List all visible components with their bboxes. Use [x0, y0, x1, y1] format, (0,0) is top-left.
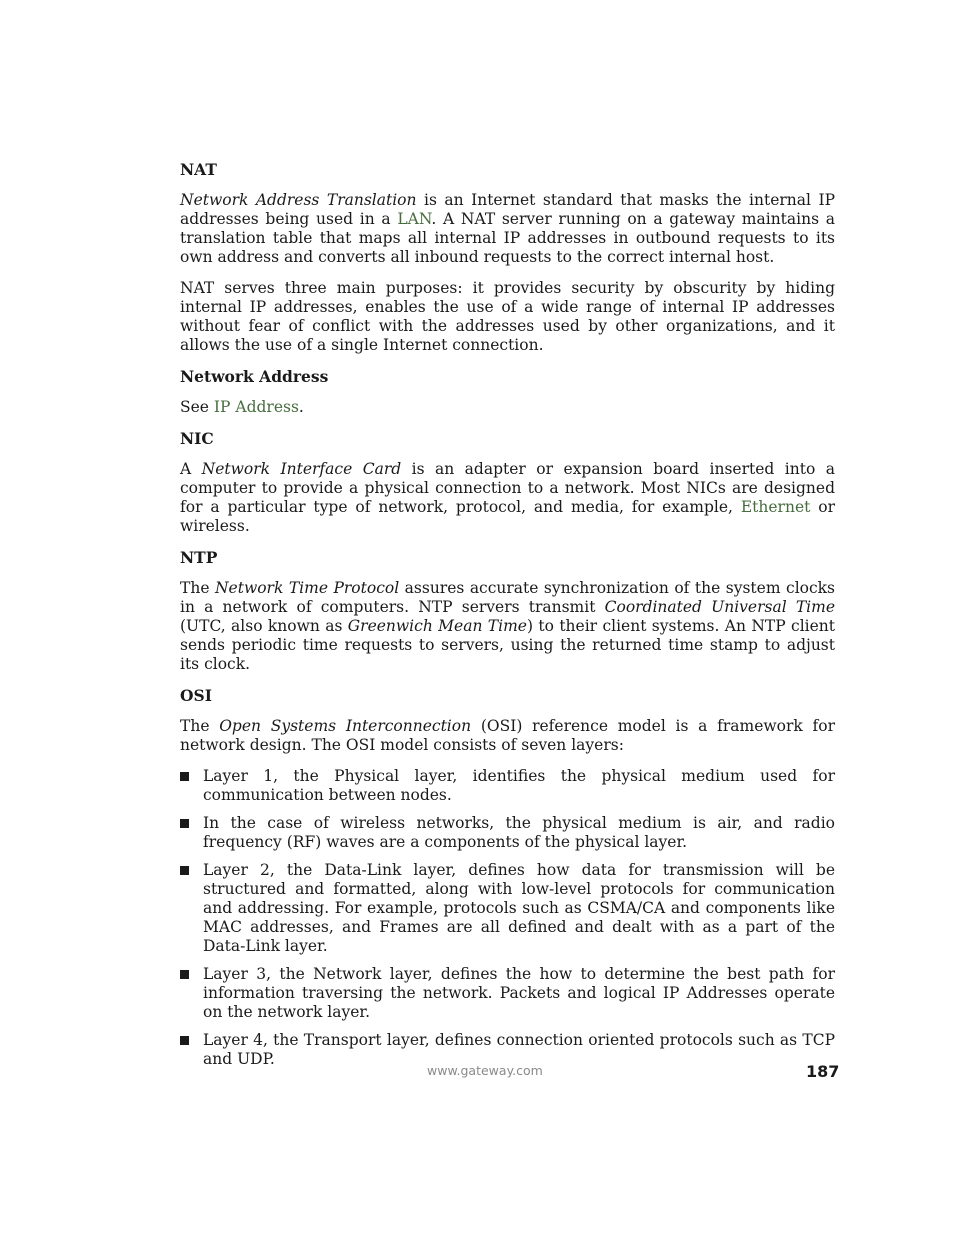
- nat-term-italic: Network Address Translation: [180, 191, 417, 209]
- list-item: Layer 1, the Physical layer, identifies the physical medium used for communication between nodes.: [180, 767, 835, 805]
- term-heading-ntp: NTP: [180, 548, 218, 567]
- ntp-definition: The Network Time Protocol assures accurate synchronization of the system clocks in a network of computers. NTP servers transmit Coordinated Universal Time (UTC, also known as Greenwich Mean Time) to their client systems. An NTP client sends periodic time requests to servers, using the returned time stamp to adjust its clock.: [180, 579, 836, 673]
- term-heading-osi: OSI: [180, 686, 212, 705]
- footer-url: www.gateway.com: [427, 1063, 543, 1078]
- list-item: Layer 3, the Network layer, defines the how to determine the best path for information traversing the network. Packets and logical IP Addresses operate on the network layer.: [180, 965, 835, 1022]
- list-item: In the case of wireless networks, the physical medium is air, and radio frequency (RF) waves are a components of the physical layer.: [180, 814, 835, 852]
- square-bullet-icon: [180, 866, 189, 875]
- lan-link[interactable]: LAN: [397, 210, 432, 228]
- term-heading-network-address: Network Address: [180, 367, 329, 386]
- network-address-definition: See IP Address.: [180, 398, 304, 416]
- page-number: 187: [806, 1062, 840, 1081]
- osi-layers-list: [180, 767, 835, 1069]
- square-bullet-icon: [180, 772, 189, 781]
- nat-purposes: NAT serves three main purposes: it provides security by obscurity by hiding internal IP addresses, enables the use of a wide range of internal IP addresses without fear of conflict with the addresses used by other organizations, and it allows the use of a single Internet connection.: [180, 279, 835, 354]
- nat-definition: Network Address Translation is an Internet standard that masks the internal IP addresses being used in a LAN. A NAT server running on a gateway maintains a translation table that maps all internal IP addresses in outbound requests to its own address and converts all inbound requests to the correct internal host.: [180, 191, 835, 266]
- ip-address-link[interactable]: IP Address: [213, 398, 299, 416]
- list-item: Layer 2, the Data-Link layer, defines how data for transmission will be structured and formatted, along with low-level protocols for communication and addressing. For example, protocols such as CSMA/CA and components like MAC addresses, and Frames are all defined and dealt with as a part of the Data-Link layer.: [180, 861, 835, 956]
- list-item: Layer 4, the Transport layer, defines connection oriented protocols such as TCP and UDP.: [180, 1031, 835, 1069]
- square-bullet-icon: [180, 970, 189, 979]
- osi-definition: The Open Systems Interconnection (OSI) reference model is a framework for network design. The OSI model consists of seven layers:: [180, 717, 835, 754]
- ethernet-link[interactable]: Ethernet: [740, 498, 811, 516]
- term-heading-nic: NIC: [180, 429, 214, 448]
- term-heading-nat: NAT: [180, 160, 217, 179]
- square-bullet-icon: [180, 819, 189, 828]
- square-bullet-icon: [180, 1036, 189, 1045]
- nic-definition: A Network Interface Card is an adapter or expansion board inserted into a computer to provide a physical connection to a network. Most NICs are designed for a particular type of network, protocol, and media, for example, Ethernet or wireless.: [180, 460, 836, 535]
- page-content: [180, 160, 835, 1078]
